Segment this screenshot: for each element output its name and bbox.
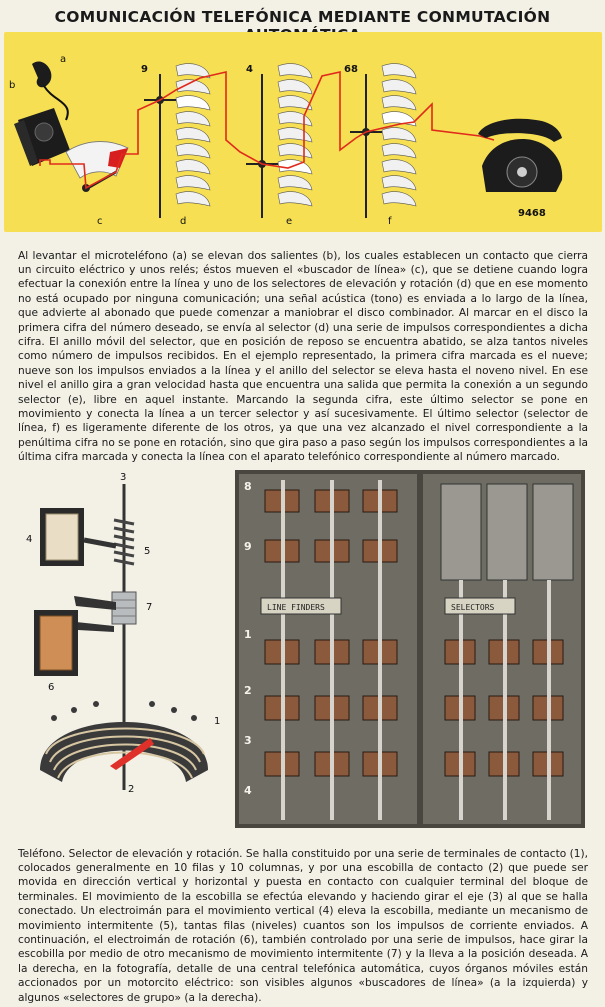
illus-label-4: 4 — [26, 534, 33, 545]
label-d: d — [180, 216, 187, 227]
label-68: 68 — [344, 64, 358, 75]
label-e: e — [286, 216, 293, 227]
exchange-photograph — [235, 470, 585, 828]
telephone-left-icon — [14, 61, 70, 166]
page-title: COMUNICACIÓN TELEFÓNICA MEDIANTE CONMUTACIÓN — [54, 8, 551, 26]
level-number: 2 — [244, 684, 252, 697]
illus-label-1: 1 — [214, 716, 221, 727]
level-number: 1 — [244, 628, 252, 641]
selectors-label: SELECTORS — [451, 603, 495, 612]
label-4: 4 — [246, 64, 253, 75]
label-number: 9468 — [518, 208, 546, 219]
line-finders-label: LINE FINDERS — [267, 603, 325, 612]
level-number: 9 — [244, 540, 252, 553]
switching-diagram — [4, 32, 602, 232]
level-number: 8 — [244, 480, 252, 493]
exchange-photograph-svg — [235, 470, 585, 828]
rotation-magnet-icon — [34, 610, 78, 676]
illus-label-2: 2 — [128, 784, 135, 795]
illus-label-7: 7 — [146, 602, 153, 613]
illus-label-5: 5 — [144, 546, 151, 557]
illus-label-3: 3 — [120, 472, 127, 483]
level-number: 4 — [244, 784, 252, 797]
line-finder-icon — [66, 142, 128, 192]
selector-e-icon — [246, 64, 312, 218]
level-number: 3 — [244, 734, 252, 747]
vertical-magnet-icon — [40, 508, 116, 566]
caption-paragraph: Teléfono. Selector de elevación y rotación. Se halla constituido por una serie de terminales de contacto (1), colocados generalmente en 10 filas y 10 columnas, y por una escobilla de contacto (2) que puede ser movida en dirección vertical y horizontal y puesta en contacto con cualquier terminal del bloque de terminales. El movimiento de la escobilla se efectúa elevando y haciendo girar el eje (3) al que se halla conectado. Un electroimán para el movimiento vertical (4) eleva la escobilla, mediante un mecanismo de movimiento intermitente (5), tantas filas (niveles) cuantos son los impulsos de corriente enviados. A continuación, el electroimán de rotación (6), también controlado por una serie de impulsos, hace girar la escobilla por medio de otro mecanismo de movimiento intermitente (7) y la lleva a la posición deseada. A la derecha, en la fotografía, detalle de una central telefónica automática, cuyos órganos móviles están accionados por un motorcito eléctrico: son visibles algunos «buscadores de línea» (a la izquierda) y algunos «selectores de grupo» (a la derecha). — [18, 847, 588, 1004]
selector-illustration — [20, 470, 228, 830]
selector-d-icon — [144, 64, 210, 218]
label-f: f — [388, 216, 392, 227]
explanation-paragraph: Al levantar el microteléfono (a) se elevan dos salientes (b), los cuales establecen un contacto que cierra un circuito eléctrico y unos relés; éstos mueven el «buscador de línea» (c), que se detiene cuando logra efectuar la conexión entre la línea y uno de los selectores de elevación y rotación (d) que en ese momento no está ocupado por ninguna comunicación; una señal acústica (tono) es enviada a lo largo de la línea, que advierte al abonado que puede comenzar a maniobrar el disco combinador. Al marcar en el disco la primera cifra del número deseado, se envía al selector (d) una serie de impulsos correspondientes a dicha cifra. El anillo móvil del selector, que en posición de reposo se encuentra abatido, se alza tantos niveles como número de impulsos recibidos. En el ejemplo representado, la primera cifra marcada es el nueve; nueve son los impulsos enviados a la línea y el anillo del selector se eleva hasta el noveno nivel. En ese nivel el anillo gira a gran velocidad hasta que encuentra una salida que permita la conexión a un segundo selector (e), libre en aquel instante. Marcando la segunda cifra, este último selector se pone en movimiento y conecta la línea a un tercer selector y así sucesivamente. El último selector (selector de línea, f) es ligeramente diferente de los otros, ya que una vez alcanzado el nivel correspondiente a la penúltima cifra no se pone en rotación, sino que gira paso a paso según los impulsos correspondientes a la última cifra marcada y conecta la línea con el aparato telefónico correspondiente al número marcado. — [18, 249, 588, 464]
selector-illustration-svg — [20, 470, 228, 830]
label-c: c — [97, 216, 103, 227]
label-b: b — [9, 80, 16, 91]
illus-label-6: 6 — [48, 682, 55, 693]
selector-f-icon — [350, 64, 416, 218]
telephone-right-icon — [478, 119, 562, 192]
label-a: a — [60, 54, 67, 65]
label-9: 9 — [141, 64, 148, 75]
diagram-svg — [4, 32, 602, 232]
ratchet-icon — [74, 592, 136, 632]
